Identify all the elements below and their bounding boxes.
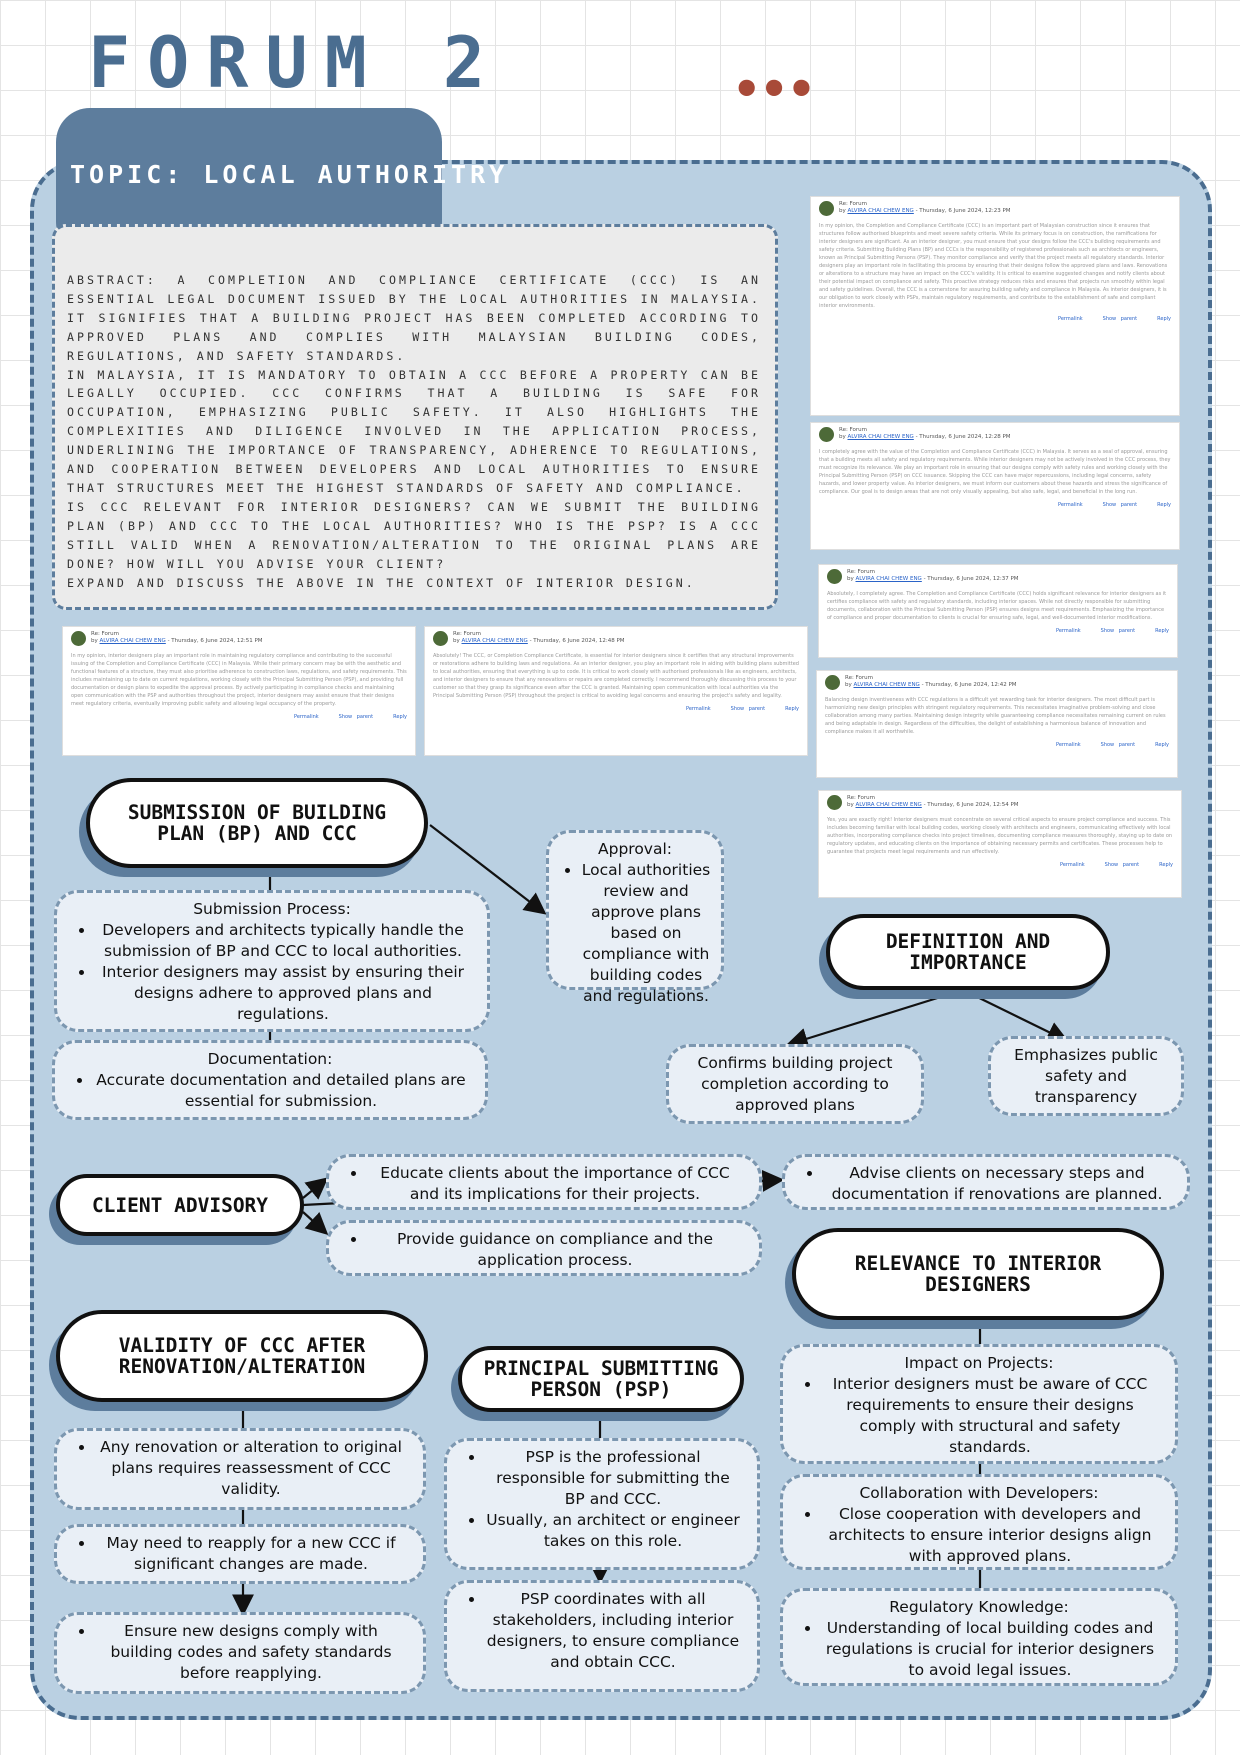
show-parent-link[interactable]: Show parent bbox=[1104, 862, 1140, 868]
avatar bbox=[827, 569, 842, 584]
post-date: - Thursday, 6 June 2024, 12:51 PM bbox=[167, 638, 263, 644]
bullet-item: • Local authorities review and approve plans based on compliance with building codes and regulations. bbox=[581, 860, 711, 1007]
abstract-paragraph: ABSTRACT: A COMPLETION AND COMPLIANCE CERTIFICATE (CCC) IS AN ESSENTIAL LEGAL DOCUMENT ISSUED BY THE LOCAL AUTHORITIES IN MALAYSIA. IT SIGNIFIES THAT A BUILDING PROJECT HAS BEEN COMPLETED ACCORDING TO APPROVED PLANS AND COMPLIES WITH MALAYSIAN BUILDING CODES, REGULATIONS, AND SAFETY STANDARDS. bbox=[67, 273, 761, 363]
bullet-item: • Understanding of local building codes and regulations is crucial for interior designers to avoid legal issues. bbox=[821, 1618, 1159, 1681]
post-date: - Thursday, 6 June 2024, 12:23 PM bbox=[915, 208, 1011, 214]
forum-post bbox=[818, 790, 1182, 898]
post-by: by bbox=[847, 802, 854, 808]
show-parent-link[interactable]: Show parent bbox=[338, 714, 374, 720]
submission-process-box bbox=[54, 890, 490, 1032]
box-heading: Regulatory Knowledge: bbox=[889, 1598, 1069, 1616]
post-by: by bbox=[845, 682, 852, 688]
avatar bbox=[827, 795, 842, 810]
topic-label: TOPIC: LOCAL AUTHORITRY bbox=[70, 160, 509, 189]
abstract-paragraph: IN MALAYSIA, IT IS MANDATORY TO OBTAIN A CCC BEFORE A PROPERTY CAN BE LEGALLY OCCUPIED. CCC CONFIRMS THAT A BUILDING IS SAFE FOR OCCUPATION, EMPHASIZING PUBLIC SAFETY. IT ALSO HIGHLIGHTS THE COMPLEXITIES AND DILIGENCE INVOLVED IN THE APPLICATION PROCESS, UNDERLINING THE IMPORTANCE OF TRANSPARENCY, ADHERENCE TO REGULATIONS, AND COOPERATION BETWEEN DEVELOPERS AND LOCAL AUTHORITIES TO ENSURE THAT STRUCTURES MEET THE HIGHEST STANDARDS OF SAFETY AND COMPLIANCE. bbox=[67, 367, 761, 495]
avatar bbox=[433, 631, 448, 646]
abstract-box bbox=[52, 224, 778, 610]
validity-comply-box bbox=[54, 1612, 426, 1694]
collaboration-box bbox=[780, 1474, 1178, 1570]
definition-emphasis-text: Emphasizes public safety and transparency bbox=[1014, 1045, 1158, 1106]
forum-post bbox=[810, 196, 1180, 416]
avatar bbox=[819, 427, 834, 442]
validity-reapply-box bbox=[54, 1524, 426, 1584]
bullet-item: • Developers and architects typically handle the submission of BP and CCC to local authorities. bbox=[95, 920, 471, 962]
validity-reassess-box bbox=[54, 1428, 426, 1510]
post-date: - Thursday, 6 June 2024, 12:48 PM bbox=[529, 638, 625, 644]
box-heading: Approval: bbox=[598, 840, 672, 858]
bullet-item: • PSP coordinates with all stakeholders, including interior designers, to ensure compliance and obtain CCC. bbox=[485, 1589, 741, 1673]
post-subject: Re: Forum bbox=[839, 427, 867, 433]
forum-post bbox=[816, 670, 1178, 778]
box-heading: Impact on Projects: bbox=[904, 1354, 1054, 1372]
definition-confirm-box bbox=[666, 1044, 924, 1124]
forum-post bbox=[818, 564, 1178, 658]
bullet-item: • Ensure new designs comply with building codes and safety standards before reapplying. bbox=[95, 1621, 407, 1684]
bullet-item: • Interior designers must be aware of CCC requirements to ensure their designs comply with structural and safety standards. bbox=[821, 1374, 1159, 1458]
reply-link[interactable]: Reply bbox=[1159, 862, 1173, 868]
psp-coordinate-box bbox=[444, 1580, 760, 1692]
permalink-link[interactable]: Permalink bbox=[1057, 502, 1083, 508]
post-by: by bbox=[91, 638, 98, 644]
post-subject: Re: Forum bbox=[847, 795, 875, 801]
abstract-paragraph: EXPAND AND DISCUSS THE ABOVE IN THE CONTEXT OF INTERIOR DESIGN. bbox=[67, 575, 696, 590]
permalink-link[interactable]: Permalink bbox=[1057, 316, 1083, 322]
post-body: Absolutely! The CCC, or Completion Compliance Certificate, is essential for interior designers since it certifies that any structural improvements or restorations adhere to building laws and regulations. As an interior designer, you play an important role in aiding with building plans submitted to local authorities, ensuring that everything is up to code. It is critical to work closely with authorised professionals like as engineers, architects, and interior designers to ensure that any renovations or repairs are completed correctly. I recommend thoroughly discussing this process to your customer so that they grasp its significance even after the CCC is granted. Maintaining open communication with local authorities via the Principal Submitting Person (PSP) throughout the project is critical to avoiding legal concerns and ensuring the project's safety and legality. bbox=[433, 653, 799, 699]
post-by: by bbox=[453, 638, 460, 644]
bullet-item: • May need to reapply for a new CCC if significant changes are made. bbox=[95, 1533, 407, 1575]
reply-link[interactable]: Reply bbox=[1155, 628, 1169, 634]
page-title: FORUM 2 bbox=[88, 22, 503, 104]
permalink-link[interactable]: Permalink bbox=[293, 714, 319, 720]
heading-submission: SUBMISSION OF BUILDING PLAN (BP) AND CCC bbox=[86, 778, 428, 868]
definition-confirm-text: Confirms building project completion according to approved plans bbox=[697, 1053, 893, 1114]
post-subject: Re: Forum bbox=[847, 569, 875, 575]
post-author-link[interactable]: ALVIRA CHAI CHEW ENG bbox=[853, 682, 920, 688]
permalink-link[interactable]: Permalink bbox=[685, 706, 711, 712]
bullet-item: • Provide guidance on compliance and the application process. bbox=[367, 1229, 743, 1271]
permalink-link[interactable]: Permalink bbox=[1055, 742, 1081, 748]
show-parent-link[interactable]: Show parent bbox=[1102, 316, 1138, 322]
bullet-item: • Any renovation or alteration to original plans requires reassessment of CCC validity. bbox=[95, 1437, 407, 1500]
post-author-link[interactable]: ALVIRA CHAI CHEW ENG bbox=[855, 802, 922, 808]
connector-line bbox=[963, 990, 1065, 1040]
documentation-box bbox=[52, 1040, 488, 1120]
heading-definition: DEFINITION AND IMPORTANCE bbox=[826, 914, 1110, 990]
avatar bbox=[819, 201, 834, 216]
avatar bbox=[71, 631, 86, 646]
post-body: I completely agree with the value of the Completion and Compliance Certificate (CCC) in Malaysia. It serves as a seal of approval, ensuring that a building meets all safety and regulatory requirements. While interior designers may not be actively involved in the CCC process, they must recognize its relevance. We play an important role in ensuring that our designs comply with safety rules and working closely with the Principal Submitting Person (PSP) on CCC issuance. Skipping the CCC can have major repercussions, including legal concerns, safety hazards, and lower property value. As interior designers, we must inform our customers about these hazards and stress the significance of compliance. Our goal is to design areas that are not only visually appealing, but also safe, legal, and beneficial in the long run. bbox=[819, 449, 1171, 495]
heading-relevance: RELEVANCE TO INTERIOR DESIGNERS bbox=[792, 1228, 1164, 1320]
approval-box bbox=[546, 830, 724, 1005]
reply-link[interactable]: Reply bbox=[1157, 316, 1171, 322]
post-date: - Thursday, 6 June 2024, 12:42 PM bbox=[921, 682, 1017, 688]
bullet-item: • Close cooperation with developers and architects to ensure interior designs align with approved plans. bbox=[821, 1504, 1159, 1567]
permalink-link[interactable]: Permalink bbox=[1055, 628, 1081, 634]
connector-line bbox=[303, 1180, 325, 1198]
forum-post bbox=[62, 626, 416, 756]
psp-role-box bbox=[444, 1438, 760, 1570]
post-by: by bbox=[839, 208, 846, 214]
reply-link[interactable]: Reply bbox=[1157, 502, 1171, 508]
show-parent-link[interactable]: Show parent bbox=[730, 706, 766, 712]
post-by: by bbox=[847, 576, 854, 582]
post-author-link[interactable]: ALVIRA CHAI CHEW ENG bbox=[855, 576, 922, 582]
heading-validity: VALIDITY OF CCC AFTER RENOVATION/ALTERATION bbox=[56, 1310, 428, 1402]
show-parent-link[interactable]: Show parent bbox=[1102, 502, 1138, 508]
forum-post bbox=[810, 422, 1180, 550]
reply-link[interactable]: Reply bbox=[785, 706, 799, 712]
permalink-link[interactable]: Permalink bbox=[1059, 862, 1085, 868]
impact-box bbox=[780, 1344, 1178, 1464]
decorative-dots: ••• bbox=[732, 62, 815, 116]
post-author-link[interactable]: ALVIRA CHAI CHEW ENG bbox=[847, 208, 914, 214]
avatar bbox=[825, 675, 840, 690]
post-subject: Re: Forum bbox=[91, 631, 119, 637]
connector-line bbox=[303, 1212, 325, 1232]
connector-line bbox=[790, 990, 963, 1044]
post-subject: Re: Forum bbox=[453, 631, 481, 637]
definition-emphasis-box bbox=[988, 1036, 1184, 1116]
regulatory-box bbox=[780, 1588, 1178, 1686]
post-author-link[interactable]: ALVIRA CHAI CHEW ENG bbox=[847, 434, 914, 440]
post-subject: Re: Forum bbox=[845, 675, 873, 681]
post-author-link[interactable]: ALVIRA CHAI CHEW ENG bbox=[99, 638, 166, 644]
post-by: by bbox=[839, 434, 846, 440]
post-body: Yes, you are exactly right! Interior designers must concentrate on several critical aspects to ensure project compliance and success. This includes becoming familiar with local building codes, working closely with architects and engineers, communicating effectively with local authorities, incorporating compliance checks into project timelines, documenting compliance measures thoroughly, staying up to date on regulatory updates, and educating clients on the importance of obtaining necessary permits and certificates. These processes help to guarantee that projects meet legal requirements and run effectively. bbox=[827, 817, 1173, 855]
client-educate-box bbox=[326, 1154, 762, 1210]
bullet-item: • Educate clients about the importance of CCC and its implications for their projects. bbox=[367, 1163, 743, 1205]
post-author-link[interactable]: ALVIRA CHAI CHEW ENG bbox=[461, 638, 528, 644]
show-parent-link[interactable]: Show parent bbox=[1100, 742, 1136, 748]
client-guidance-box bbox=[326, 1220, 762, 1276]
post-body: In my opinion, interior designers play an important role in maintaining regulatory compliance and contributing to the successful issuing of the Completion and Compliance Certificate (CCC) in Malaysia. While their primary concern may be with the aesthetic and functional features of a structure, they must also prioritise adherence to construction laws, regulations, and safety requirements. This includes maintaining up to date on current regulations, working closely with the Principal Submitting Person (PSP), and providing full documentation or design plans to expedite the approval process. By actively participating in compliance checks and maintaining open communication with the PSP and authorities throughout the project, interior designers may assist ensure that their designs meet regulatory criteria, eventually improving public safety and allowing legal occupancy of the property. bbox=[71, 653, 407, 707]
bullet-item: • Interior designers may assist by ensuring their designs adhere to approved plans and regulations. bbox=[95, 962, 471, 1025]
post-date: - Thursday, 6 June 2024, 12:37 PM bbox=[923, 576, 1019, 582]
post-subject: Re: Forum bbox=[839, 201, 867, 207]
bullet-item: • Accurate documentation and detailed plans are essential for submission. bbox=[93, 1070, 469, 1112]
heading-client-advisory: CLIENT ADVISORY bbox=[56, 1174, 304, 1236]
post-body: Balancing design inventiveness with CCC regulations is a difficult yet rewarding task for interior designers. The most difficult part is harmonizing new design principles with stringent regulatory requirements. This necessitates imaginative problem-solving and close collaboration among many parties. Maintaining design integrity while guaranteeing compliance necessitates remaining current on rules and being adaptable in design. Regardless of the difficulties, the delight of establishing a harmonious balance of innovation and compliance makes it all worthwhile. bbox=[825, 697, 1166, 735]
box-heading: Submission Process: bbox=[193, 900, 351, 918]
forum-post bbox=[424, 626, 808, 756]
client-advise-box bbox=[782, 1154, 1190, 1210]
post-date: - Thursday, 6 June 2024, 12:54 PM bbox=[923, 802, 1019, 808]
box-heading: Collaboration with Developers: bbox=[859, 1484, 1099, 1502]
show-parent-link[interactable]: Show parent bbox=[1100, 628, 1136, 634]
abstract-paragraph: IS CCC RELEVANT FOR INTERIOR DESIGNERS? CAN WE SUBMIT THE BUILDING PLAN (BP) AND CCC TO THE LOCAL AUTHORITIES? WHO IS THE PSP? IS A CCC STILL VALID WHEN A RENOVATION/ALTERATION TO THE ORIGINAL PLANS ARE DONE? HOW WILL YOU ADVISE YOUR CLIENT? bbox=[67, 499, 761, 571]
post-body: In my opinion, the Completion and Compliance Certificate (CCC) is an important part of Malaysian construction since it ensures that structures follow authorised blueprints and meet severe safety criteria. While its primary focus is on construction, the ramifications for interior designers are significant. As an interior designer, you must ensure that your designs follow the CCC's building requirements and safety criteria. Submitting Building Plans (BP) and CCCs is the responsibility of registered professionals such as architects or engineers, known as Principal Submitting Persons (PSP). They monitor compliance and verify that the project meets all regulatory standards. Interior designers play an important role in facilitating this process by ensuring that their designs follow the approved plans and laws. Renovations or alterations to a structure may have an impact on the CCC's validity. It is critical to examine suggested changes and notify clients about their potential impact on compliance and safety. This proactive strategy reduces risks and ensures that projects run smoothly within legal and safety guidelines. Overall, the CCC is a cornerstone for assuring building safety and compliance in Malaysia. As interior designers, it is our obligation to work closely with PSPs, maintain regulatory requirements, and contribute to the establishment of safe and compliant interior environments. bbox=[819, 223, 1168, 309]
heading-psp: PRINCIPAL SUBMITTING PERSON (PSP) bbox=[458, 1346, 744, 1412]
bullet-item: • PSP is the professional responsible for submitting the BP and CCC. bbox=[485, 1447, 741, 1510]
post-body: Absolutely, I completely agree. The Completion and Compliance Certificate (CCC) holds significant relevance for interior designers as it certifies compliance with safety and regulatory standards, including interior spaces. While not directly responsible for submitting documents, collaboration with the Principal Submitting Person (PSP) ensures designs meet requirements. Emphasizing the importance of compliance and proper documentation to clients is crucial for ensuring safe, legal, and well-documented interior modifications. bbox=[827, 591, 1167, 621]
bullet-item: • Advise clients on necessary steps and documentation if renovations are planned. bbox=[823, 1163, 1171, 1205]
reply-link[interactable]: Reply bbox=[393, 714, 407, 720]
bullet-item: • Usually, an architect or engineer takes on this role. bbox=[485, 1510, 741, 1552]
post-date: - Thursday, 6 June 2024, 12:28 PM bbox=[915, 434, 1011, 440]
box-heading: Documentation: bbox=[207, 1050, 333, 1068]
reply-link[interactable]: Reply bbox=[1155, 742, 1169, 748]
